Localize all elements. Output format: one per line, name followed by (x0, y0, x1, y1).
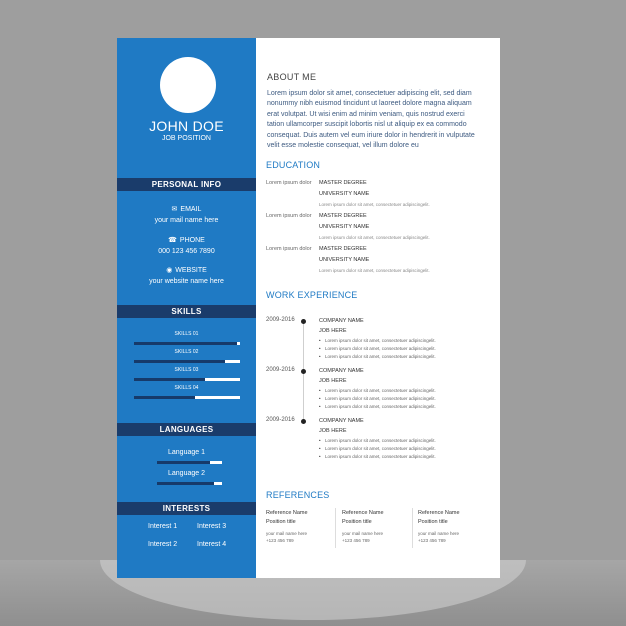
work-bullet: • Lorem ipsum dolor sit amet, consectetuer adipiscingelit. (325, 338, 436, 343)
website-heading (117, 266, 256, 274)
profile-position: JOB POSITION (161, 135, 211, 142)
skill-label: SKILLS 02 (174, 349, 199, 355)
skill-label: SKILLS 01 (174, 331, 199, 337)
work-bullet: • Lorem ipsum dolor sit amet, consectetuer adipiscingelit. (325, 346, 436, 351)
work-job-title: JOB HERE (319, 428, 347, 434)
work-job-title: JOB HERE (319, 328, 347, 334)
phone-value: 000 123 456 7890 (158, 248, 215, 255)
website-label: WEBSITE (175, 267, 207, 274)
work-bullet: • Lorem ipsum dolor sit amet, consectetuer adipiscingelit. (325, 396, 436, 401)
skill-bar (134, 396, 240, 399)
interest-item: Interest 4 (197, 541, 227, 548)
languages-heading: LANGUAGES (117, 423, 256, 436)
work-bullet: • Lorem ipsum dolor sit amet, consectetuer adipiscingelit. (325, 354, 436, 359)
language-bar (157, 482, 222, 485)
language-bar-level (210, 461, 222, 464)
education-date: Lorem ipsum dolor (266, 180, 312, 186)
profile-name: JOHN DOE (149, 118, 224, 134)
skill-bar (134, 342, 240, 345)
skill-label: SKILLS 04 (174, 385, 199, 391)
phone-icon: ☎ (168, 237, 177, 244)
language-bar-level (214, 482, 222, 485)
timeline-dot (301, 319, 306, 324)
education-date: Lorem ipsum dolor (266, 246, 312, 252)
skill-bar-level (205, 378, 240, 381)
phone-heading (117, 236, 256, 244)
skills-heading: SKILLS (117, 305, 256, 318)
about-text: Lorem ipsum dolor sit amet, consectetuer adipiscing elit, sed diam nonummy nibh euismod tincidunt ut laoreet dolore magna aliquam erat volutpat. Ut wisi enim ad minim veniam, quis nostrud exerci tation ullamcorper suscipit lobortis nisl ut aliquip ex ea commodo consequat. Duis autem vel eum iriure dolor in hendrerit in vulputate velit esse molestie consequat, vel illum dolore eu (267, 90, 475, 150)
reference-position: Position title (342, 519, 372, 525)
language-label: Language 2 (168, 470, 205, 477)
work-company: COMPANY NAME (319, 418, 364, 424)
reference-divider (412, 508, 413, 548)
education-description: Lorem ipsum dolor sit amet, consectetuer adipiscingelit. (319, 202, 430, 207)
reference-name: Reference Name (418, 510, 460, 516)
references-heading: REFERENCES (266, 490, 330, 500)
skill-bar (134, 360, 240, 363)
education-university: UNIVERSITY NAME (319, 257, 370, 263)
education-date: Lorem ipsum dolor (266, 213, 312, 219)
work-company: COMPANY NAME (319, 318, 364, 324)
work-date: 2009-2016 (266, 317, 295, 323)
about-heading: ABOUT ME (267, 72, 317, 82)
work-heading: WORK EXPERIENCE (266, 290, 358, 300)
work-bullet: • Lorem ipsum dolor sit amet, consectetuer adipiscingelit. (325, 454, 436, 459)
interest-item: Interest 1 (148, 523, 178, 530)
skill-bar-level (237, 342, 240, 345)
skill-bar-level (225, 360, 240, 363)
reference-position: Position title (266, 519, 296, 525)
education-description: Lorem ipsum dolor sit amet, consectetuer adipiscingelit. (319, 235, 430, 240)
reference-name: Reference Name (342, 510, 384, 516)
profile-photo (160, 57, 216, 113)
language-bar (157, 461, 222, 464)
reference-divider (335, 508, 336, 548)
interest-item: Interest 3 (197, 523, 227, 530)
globe-icon: ◉ (166, 267, 173, 274)
personal-info-heading: PERSONAL INFO (117, 178, 256, 191)
interest-item: Interest 2 (148, 541, 178, 548)
education-degree: MASTER DEGREE (319, 180, 367, 186)
education-degree: MASTER DEGREE (319, 246, 367, 252)
timeline-dot (301, 419, 306, 424)
education-degree: MASTER DEGREE (319, 213, 367, 219)
reference-phone: +123 456 789 (266, 538, 294, 543)
reference-name: Reference Name (266, 510, 308, 516)
education-description: Lorem ipsum dolor sit amet, consectetuer adipiscingelit. (319, 268, 430, 273)
email-heading (117, 205, 256, 213)
skill-label: SKILLS 03 (174, 367, 199, 373)
skill-bar-level (195, 396, 240, 399)
reference-phone: +123 456 789 (418, 538, 446, 543)
work-bullet: • Lorem ipsum dolor sit amet, consectetuer adipiscingelit. (325, 388, 436, 393)
work-date: 2009-2016 (266, 367, 295, 373)
reference-position: Position title (418, 519, 448, 525)
phone-label: PHONE (179, 237, 205, 244)
reference-email: your mail name here (418, 531, 460, 536)
work-date: 2009-2016 (266, 417, 295, 423)
timeline-dot (301, 369, 306, 374)
education-heading: EDUCATION (266, 160, 321, 170)
work-bullet: • Lorem ipsum dolor sit amet, consectetuer adipiscingelit. (325, 404, 436, 409)
interests-heading: INTERESTS (117, 502, 256, 515)
skill-bar (134, 378, 240, 381)
sidebar (117, 38, 256, 578)
website-value: your website name here (149, 278, 224, 285)
work-company: COMPANY NAME (319, 368, 364, 374)
email-label: EMAIL (180, 206, 202, 213)
mail-icon: ✉ (171, 206, 178, 213)
work-job-title: JOB HERE (319, 378, 347, 384)
education-university: UNIVERSITY NAME (319, 224, 370, 230)
reference-email: your mail name here (342, 531, 384, 536)
education-university: UNIVERSITY NAME (319, 191, 370, 197)
language-label: Language 1 (168, 449, 205, 456)
email-value: your mail name here (154, 217, 219, 224)
work-bullet: • Lorem ipsum dolor sit amet, consectetuer adipiscingelit. (325, 438, 436, 443)
resume-page (117, 38, 500, 578)
reference-phone: +123 456 789 (342, 538, 370, 543)
reference-email: your mail name here (266, 531, 308, 536)
work-bullet: • Lorem ipsum dolor sit amet, consectetuer adipiscingelit. (325, 446, 436, 451)
